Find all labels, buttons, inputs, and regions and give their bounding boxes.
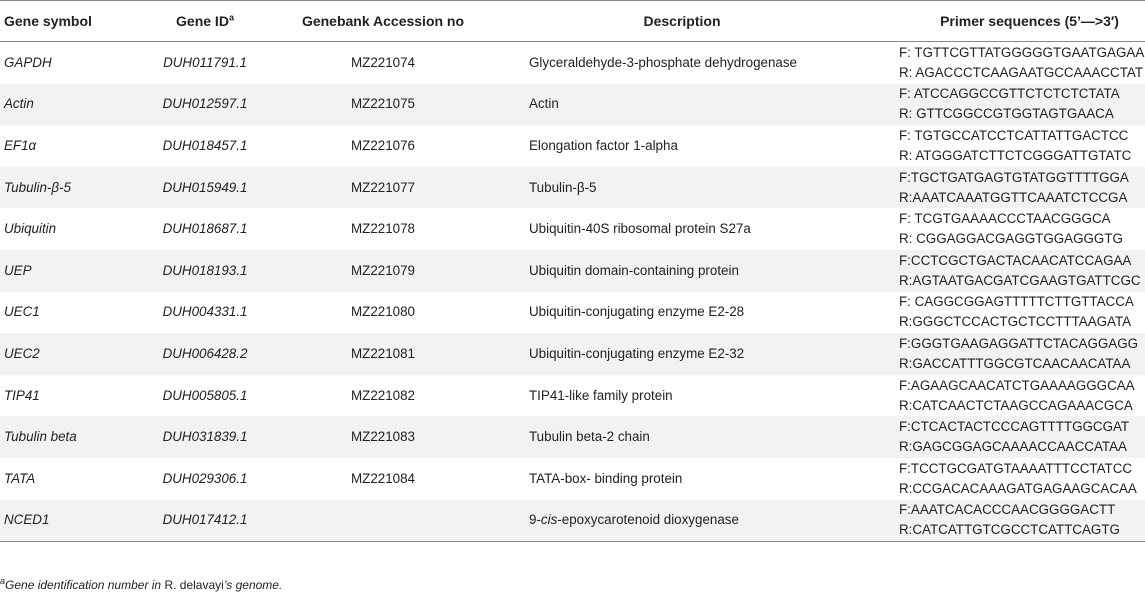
gene-description: Glyceraldehyde-3-phosphate dehydrogenase	[529, 54, 797, 70]
gene-id: DUH018687.1	[162, 221, 248, 237]
accession-number: MZ221082	[350, 387, 416, 403]
gene-symbol: Ubiquitin	[4, 221, 57, 237]
reverse-primer: R:CATCATTGTCGCCTCATTCAGTG	[899, 522, 1120, 538]
forward-primer: F: TGTGCCATCCTCATTATTGACTCC	[899, 127, 1129, 143]
header-gene-id-label: Gene ID	[176, 13, 229, 29]
gene-id: DUH005805.1	[162, 387, 248, 403]
forward-primer: F: CAGGCGGAGTTTTTCTTGTTACCA	[899, 294, 1134, 310]
gene-symbol: UEP	[0, 250, 126, 292]
gene-description: Tubulin beta-2 chain	[482, 416, 886, 458]
forward-primer: F: ATCCAGGCCGTTCTCTCTCTATA	[899, 86, 1120, 102]
gene-description: Ubiquitin-conjugating enzyme E2-28	[529, 304, 745, 320]
forward-primer: F:CCTCGCTGACTACAACATCCAGAA	[899, 252, 1132, 268]
primer-sequences	[886, 375, 1145, 417]
gene-symbol: UEC2	[0, 333, 126, 375]
forward-primer: F:TGCTGATGAGTGTATGGTTTTGGA	[899, 169, 1129, 185]
gene-symbol: Tubulin-β-5	[0, 167, 126, 209]
reverse-primer: R:GGGCTCCACTGCTCCTTTAAGATA	[899, 314, 1132, 330]
gene-symbol: EF1α	[4, 137, 37, 153]
accession-number	[284, 500, 482, 542]
gene-description: Ubiquitin-conjugating enzyme E2-32	[482, 333, 886, 375]
gene-id: DUH015949.1	[126, 167, 284, 209]
gene-description: Ubiquitin-40S ribosomal protein S27a	[529, 221, 751, 237]
gene-description: TATA-box- binding protein	[529, 470, 683, 486]
footnote-marker: a	[0, 576, 6, 586]
primer-sequences	[886, 250, 1145, 292]
accession-number: MZ221074	[350, 54, 416, 70]
primer-sequences	[886, 42, 1145, 84]
accession-number: MZ221078	[350, 221, 416, 237]
gene-symbol: Actin	[0, 84, 126, 126]
gene-symbol: NCED1	[0, 500, 126, 542]
gene-symbol: UEC1	[4, 304, 40, 320]
accession-number: MZ221079	[284, 250, 482, 292]
forward-primer: F:CTCACTACTCCCAGTTTTGGCGAT	[899, 419, 1130, 435]
table-footnote	[0, 578, 282, 592]
gene-id: DUH011791.1	[163, 54, 247, 70]
gene-description	[482, 500, 886, 542]
gene-symbol: TATA	[4, 470, 36, 486]
accession-number: MZ221075	[284, 84, 482, 126]
table-row	[0, 292, 1145, 334]
primer-sequences	[886, 292, 1145, 334]
table-row	[0, 250, 1145, 292]
gene-symbol: Tubulin beta	[0, 416, 126, 458]
header-gene-id-footnote-marker: a	[228, 12, 234, 23]
table-row	[0, 208, 1145, 250]
table-row	[0, 333, 1145, 375]
reverse-primer: R:AAATCAAATGGTTCAAATCTCCGA	[899, 189, 1128, 205]
primer-sequences	[886, 416, 1145, 458]
header-accession: Genebank Accession no	[284, 1, 482, 42]
primer-sequences	[886, 84, 1145, 126]
header-primer-sequences: Primer sequences (5’—>3′)	[886, 1, 1145, 42]
reverse-primer: R:AGTAATGACGATCGAAGTGATTCGC	[899, 272, 1141, 288]
reverse-primer: R:CCGACACAAAGATGAGAAGCACAA	[899, 480, 1137, 496]
gene-id: DUH018193.1	[126, 250, 284, 292]
gene-id: DUH031839.1	[126, 416, 284, 458]
header-gene-symbol: Gene symbol	[0, 1, 126, 42]
header-description: Description	[482, 1, 886, 42]
forward-primer: F: TCGTGAAAACCCTAACGGGCA	[899, 211, 1111, 227]
gene-description: Ubiquitin domain-containing protein	[482, 250, 886, 292]
primer-sequences	[886, 208, 1145, 250]
primer-sequences	[886, 125, 1145, 167]
footnote-text: Gene identification number in	[5, 578, 162, 592]
table-row	[0, 125, 1145, 167]
gene-id: DUH018457.1	[162, 137, 248, 153]
gene-id: DUH004331.1	[162, 304, 248, 320]
primer-sequences	[886, 167, 1145, 209]
reverse-primer: R: ATGGGATCTTCTCGGGATTGTATC	[899, 147, 1132, 163]
gene-id: DUH006428.2	[126, 333, 284, 375]
reverse-primer: R:CATCAACTCTAAGCCAGAAACGCA	[899, 397, 1133, 413]
forward-primer: F:AGAAGCAACATCTGAAAAGGGCAA	[899, 377, 1135, 393]
table-row	[0, 84, 1145, 126]
gene-id: DUH012597.1	[126, 84, 284, 126]
accession-number: MZ221076	[350, 137, 416, 153]
forward-primer: F:AAATCACACCCAACGGGGACTT	[899, 502, 1116, 518]
table-row	[0, 167, 1145, 209]
gene-description: Actin	[482, 84, 886, 126]
primer-sequences	[886, 333, 1145, 375]
forward-primer: F:TCCTGCGATGTAAAATTTCCTATCC	[899, 460, 1133, 476]
gene-description: Tubulin-β-5	[482, 167, 886, 209]
forward-primer: F: TGTTCGTTATGGGGGTGAATGAGAA	[899, 44, 1145, 60]
gene-id: DUH029306.1	[162, 470, 248, 486]
reverse-primer: R:GAGCGGAGCAAAACCAACCATAA	[899, 439, 1127, 455]
forward-primer: F:GGGTGAAGAGGATTCTACAGGAGG	[899, 335, 1139, 351]
accession-number: MZ221083	[284, 416, 482, 458]
gene-symbol: GAPDH	[4, 54, 52, 70]
table-body	[0, 42, 1145, 542]
primer-sequences	[886, 500, 1145, 542]
gene-description: TIP41-like family protein	[529, 387, 673, 403]
accession-number: MZ221081	[284, 333, 482, 375]
table-header	[0, 1, 1145, 42]
description-italic: cis	[540, 512, 558, 528]
table-row	[0, 42, 1145, 84]
footnote-text-end: ’s genome.	[223, 578, 283, 592]
accession-number: MZ221077	[284, 167, 482, 209]
table-row	[0, 458, 1145, 500]
header-row	[0, 1, 1145, 42]
reverse-primer: R: CGGAGGACGAGGTGGAGGGTG	[899, 231, 1123, 247]
table-row	[0, 500, 1145, 542]
table-row	[0, 375, 1145, 417]
description-suffix: -epoxycarotenoid dioxygenase	[557, 512, 739, 528]
table-row	[0, 416, 1145, 458]
gene-description: Elongation factor 1-alpha	[529, 137, 678, 153]
accession-number: MZ221084	[350, 470, 416, 486]
reverse-primer: R:GACCATTTGGCGTCAACAACATAA	[899, 355, 1131, 371]
footnote-species: R. delavayi	[164, 578, 224, 592]
accession-number: MZ221080	[350, 304, 416, 320]
primer-sequences	[886, 458, 1145, 500]
reverse-primer: R: GTTCGGCCGTGGTAGTGAACA	[899, 106, 1114, 122]
reverse-primer: R: AGACCCTCAAGAATGCCAAACCTAT	[899, 64, 1144, 80]
description-prefix: 9-	[529, 512, 541, 528]
gene-symbol: TIP41	[4, 387, 40, 403]
gene-id: DUH017412.1	[126, 500, 284, 542]
header-gene-id	[126, 1, 284, 42]
